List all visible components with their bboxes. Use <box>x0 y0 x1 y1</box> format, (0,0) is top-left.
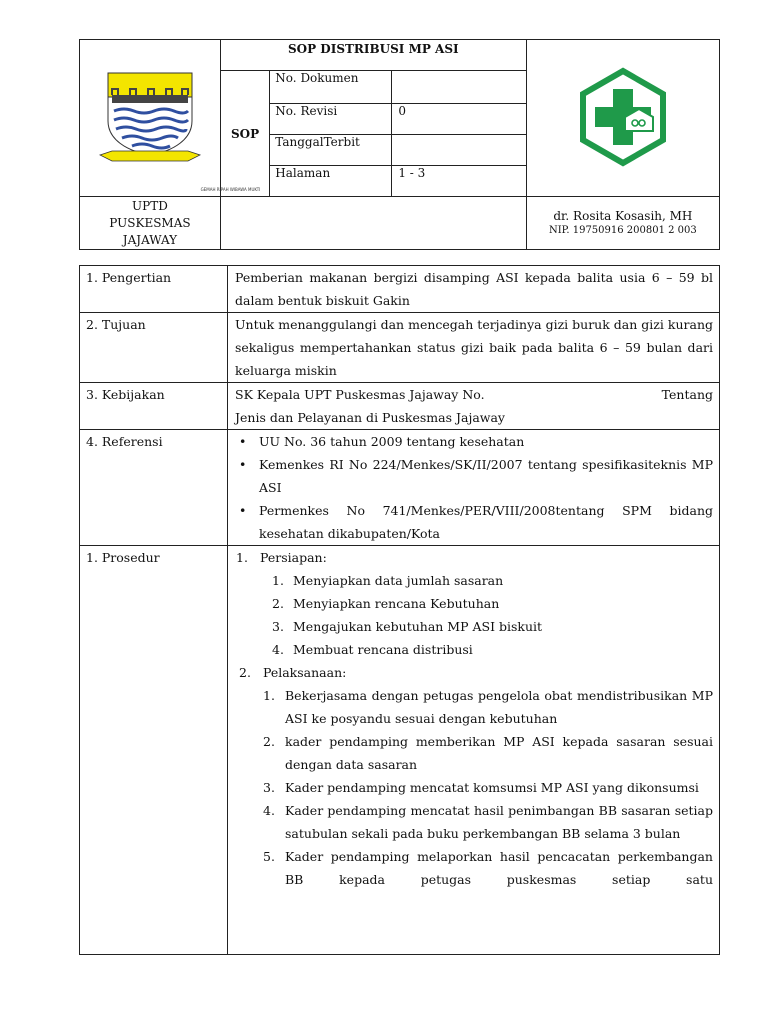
org-line-1: UPTD <box>132 198 168 213</box>
pelaksanaan-item: Kader pendamping melaporkan hasil pencacatan perkembangan BB kepada petugas puskesmas setiap satu <box>285 849 713 887</box>
city-emblem-icon <box>98 69 202 165</box>
persiapan-list: 1. Menyiapkan data jumlah sasaran 2. Menyiapkan rencana Kebutuhan 3. Mengajukan kebutuhan MP ASI biskuit 4. Membuat rencana distribusi <box>235 569 713 661</box>
meta-value-tanggal-terbit <box>392 135 526 166</box>
text-tujuan: Untuk menanggulangi dan mencegah terjadinya gizi buruk dan gizi kurang sekaligus mempertahankan status gizi baik pada balita 6 – 59 bulan dari keluarga miskin <box>228 313 720 383</box>
approver-nip: NIP. 19750916 200801 2 003 <box>548 225 697 236</box>
kebijakan-line1-right: Tentang <box>661 387 713 402</box>
puskesmas-logo-icon <box>573 67 673 167</box>
pelaksanaan-item: Bekerjasama dengan petugas pengelola obat mendistribusikan MP ASI ke posyandu sesuai dengan kebutuhan <box>285 688 713 726</box>
puskesmas-logo-cell <box>526 40 719 197</box>
persiapan-title: Persiapan: <box>259 550 327 565</box>
pelaksanaan-number: 2. <box>239 665 251 680</box>
referensi-item: • Permenkes No 741/Menkes/PER/VIII/2008tentang SPM bidang kesehatan dikabupaten/Kota <box>259 499 713 545</box>
persiapan-number: 1. <box>236 550 248 565</box>
meta-label-no-revisi: No. Revisi <box>270 104 392 135</box>
meta-label-halaman: Halaman <box>270 166 392 197</box>
persiapan-item: Mengajukan kebutuhan MP ASI biskuit <box>293 619 543 634</box>
meta-value-no-dokumen <box>392 71 526 104</box>
row-kebijakan <box>80 383 720 430</box>
referensi-item: • Kemenkes RI No 224/Menkes/SK/II/2007 tentang spesifikasiteknis MP ASI <box>259 453 713 499</box>
meta-label-no-dokumen: No. Dokumen <box>270 71 392 104</box>
sop-label: SOP <box>220 71 269 197</box>
pelaksanaan-item: Kader pendamping mencatat hasil penimbangan BB sasaran setiap satubulan sekali pada buku perkembangan BB selama 3 bulan <box>285 803 713 841</box>
org-line-2: PUSKESMAS <box>109 215 191 230</box>
text-pengertian: Pemberian makanan bergizi disamping ASI kepada balita usia 6 – 59 bl dalam bentuk biskuit Gakin <box>228 266 720 313</box>
list-referensi <box>228 430 720 546</box>
persiapan-item: Menyiapkan data jumlah sasaran <box>293 573 504 588</box>
meta-value-no-revisi: 0 <box>392 104 526 135</box>
pelaksanaan-title: Pelaksanaan: <box>262 665 347 680</box>
kebijakan-line2: Jenis dan Pelayanan di Puskesmas Jajaway <box>235 410 505 425</box>
prosedur-content <box>228 546 720 955</box>
kebijakan-line1-left: SK Kepala UPT Puskesmas Jajaway No. <box>235 387 485 402</box>
text-kebijakan <box>228 383 720 430</box>
pelaksanaan-item: kader pendamping memberikan MP ASI kepada sasaran sesuai dengan data sasaran <box>285 734 713 772</box>
row-prosedur <box>80 546 720 955</box>
pelaksanaan-item: Kader pendamping mencatat komsumsi MP ASI yang dikonsumsi <box>285 780 699 795</box>
row-pengertian <box>80 266 720 313</box>
sop-content-table <box>79 265 720 955</box>
approver-name: dr. Rosita Kosasih, MH <box>553 209 693 223</box>
label-tujuan: 2. Tujuan <box>80 313 228 383</box>
referensi-item: • UU No. 36 tahun 2009 tentang kesehatan <box>259 430 713 453</box>
persiapan-item: Membuat rencana distribusi <box>293 642 473 657</box>
label-prosedur: 1. Prosedur <box>80 546 228 955</box>
label-pengertian: 1. Pengertian <box>80 266 228 313</box>
emblem-motto: GEMAH RIPAH WIBAWA MUKTI <box>200 186 261 192</box>
persiapan-item: Menyiapkan rencana Kebutuhan <box>293 596 500 611</box>
sop-header-table <box>79 39 720 250</box>
signature-empty-cell <box>220 197 526 250</box>
org-line-3: JAJAWAY <box>122 232 178 247</box>
organization-name <box>80 197 221 250</box>
pelaksanaan-list: 1. Bekerjasama dengan petugas pengelola obat mendistribusikan MP ASI ke posyandu sesuai dengan kebutuhan 2. kader pendamping memberikan MP ASI kepada sasaran sesuai dengan data sasaran 3. Kader pendamping mencatat komsumsi MP ASI yang dikonsumsi 4. Kader pendamping mencatat hasil penimbangan BB sasaran setiap satubulan sekali pada buku perkembangan BB selama 3 bulan 5. Kader pendamping melaporkan hasil pencacatan perkembangan BB kepada petugas puskesmas setiap satu <box>235 684 713 891</box>
label-kebijakan: 3. Kebijakan <box>80 383 228 430</box>
label-referensi: 4. Referensi <box>80 430 228 546</box>
approver-cell <box>526 197 719 250</box>
meta-label-tanggal-terbit: TanggalTerbit <box>270 135 392 166</box>
row-tujuan <box>80 313 720 383</box>
meta-value-halaman: 1 - 3 <box>392 166 526 197</box>
row-referensi <box>80 430 720 546</box>
document-title: SOP DISTRIBUSI MP ASI <box>220 40 526 71</box>
